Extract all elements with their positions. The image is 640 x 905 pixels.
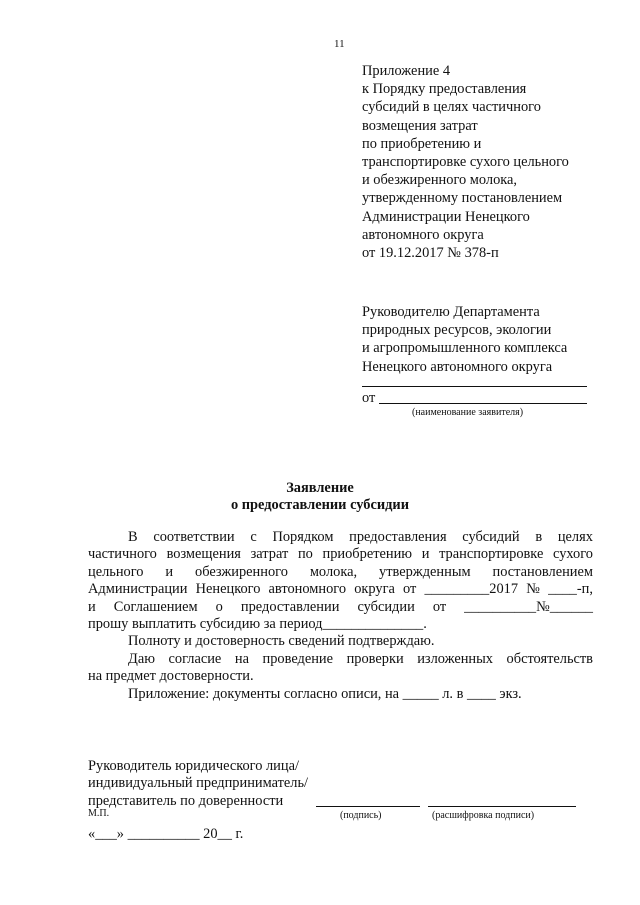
annex-line: и обезжиренного молока,	[362, 172, 518, 189]
signature-decoding-line	[428, 806, 576, 807]
from-label: от	[362, 390, 376, 406]
paragraph-2: Полноту и достоверность сведений подтверждаю.	[128, 633, 435, 650]
annex-line: утвержденному постановлением	[362, 190, 563, 207]
addressee-line: природных ресурсов, экологии	[362, 322, 552, 339]
applicant-caption: (наименование заявителя)	[412, 407, 524, 418]
annex-line: автономного округа	[362, 226, 484, 243]
addressee-line: и агропромышленного комплекса	[362, 340, 568, 357]
addressee-line: Руководителю Департамента	[362, 304, 540, 320]
decoding-caption: (расшифровка подписи)	[432, 810, 535, 821]
signature-caption: (подпись)	[340, 810, 382, 821]
annex-line: Приложение 4	[362, 63, 451, 79]
annex-line: субсидий в целях частичного	[362, 99, 541, 116]
annex-line: транспортировке сухого цельного	[362, 154, 569, 171]
signature-line	[316, 806, 420, 807]
addressee-blank-line	[362, 386, 587, 387]
annex-line: возмещения затрат	[362, 117, 478, 134]
signatory-line-3: представитель по доверенности	[88, 792, 284, 809]
annex-line: к Порядку предоставления	[362, 81, 527, 98]
seal-placeholder: М.П.	[88, 808, 110, 819]
paragraph-3-line-1: Даю согласие на проведение проверки изложенных обстоятельств	[128, 650, 593, 667]
document-title: Заявление	[286, 480, 354, 496]
addressee-block	[362, 303, 622, 376]
application-body	[88, 529, 593, 703]
page-number: 11	[334, 38, 345, 50]
paragraph-1-line-6: прошу выплатить субсидию за период______________.	[88, 616, 427, 633]
signatory-line-2: индивидуальный предприниматель/	[88, 775, 309, 792]
date-line: «___» __________ 20__ г.	[88, 826, 244, 842]
applicant-name-line	[379, 403, 587, 404]
paragraph-3-line-2: на предмет достоверности.	[88, 668, 254, 685]
annex-block	[362, 62, 622, 262]
annex-line: Администрации Ненецкого	[362, 208, 530, 225]
signatory-line-1: Руководитель юридического лица/	[88, 758, 299, 774]
document-subtitle: о предоставлении субсидии	[230, 497, 410, 513]
paragraph-1-line-2: частичного возмещения затрат по приобретению и транспортировке сухого	[88, 546, 593, 563]
addressee-line: Ненецкого автономного округа	[362, 358, 553, 375]
paragraph-1-line-5: и Соглашением о предоставлении субсидии от __________№______	[88, 598, 593, 615]
paragraph-1-line-3: цельного и обезжиренного молока, утвержденным постановлением	[88, 563, 593, 580]
annex-line: по приобретению и	[362, 135, 482, 152]
annex-line: от 19.12.2017 № 378-п	[362, 245, 499, 262]
paragraph-4: Приложение: документы согласно описи, на _____ л. в ____ экз.	[128, 685, 522, 702]
paragraph-1-line-4: Администрации Ненецкого автономного округа от _________2017 № ____-п,	[88, 581, 593, 598]
paragraph-1-line-1: В соответствии с Порядком предоставления субсидий в целях	[128, 529, 593, 545]
signature-block	[88, 758, 308, 810]
